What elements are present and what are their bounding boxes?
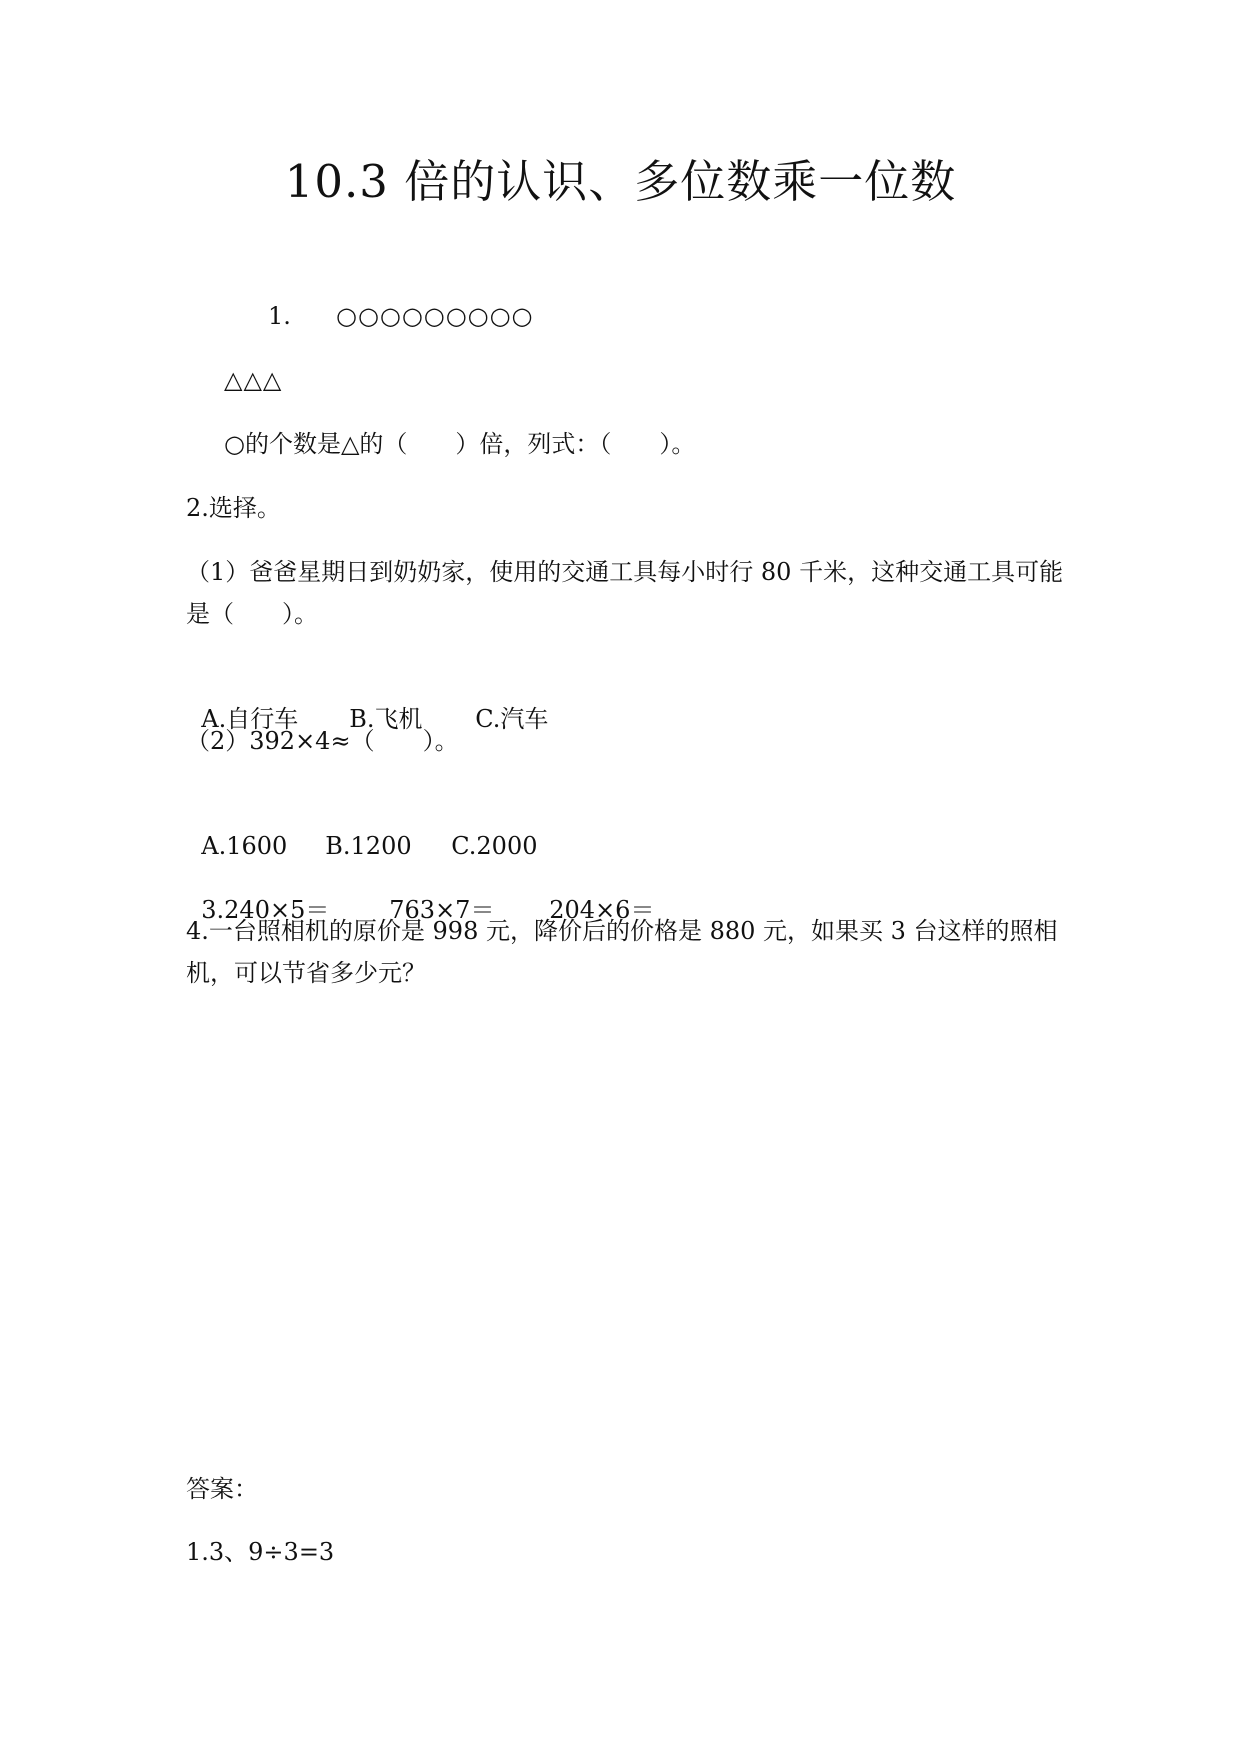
q1-number: 1. xyxy=(268,302,291,330)
answers-heading: 答案： xyxy=(186,1475,258,1503)
q2-sub1-option-c: C.汽车 xyxy=(475,705,549,733)
q2-sub2-option-b: B.1200 xyxy=(325,832,412,860)
q2-sub2-option-c: C.2000 xyxy=(451,832,538,860)
q2-sub2-text: （2）392×4≈（ ）。 xyxy=(186,727,459,755)
q2-sub1-text: （1）爸爸星期日到奶奶家，使用的交通工具每小时行 80 千米，这种交通工具可能是（ ）。 xyxy=(186,558,1064,628)
q1-question: ○的个数是△的（ ）倍，列式：（ ）。 xyxy=(224,430,696,458)
q2-sub1-option-b: B.飞机 xyxy=(349,705,423,733)
q3-item-3: 204×6＝ xyxy=(549,896,655,924)
answer-1: 1.3、9÷3=3 xyxy=(186,1538,335,1566)
q1-circles: ○○○○○○○○○ xyxy=(336,302,534,330)
q3-item-2: 763×7＝ xyxy=(389,896,495,924)
q2-sub1-option-a: A.自行车 xyxy=(201,705,299,733)
q1-triangles: △△△ xyxy=(224,366,283,394)
q2-sub2-option-a: A.1600 xyxy=(201,832,288,860)
q3-item-1: 3.240×5＝ xyxy=(201,896,330,924)
page-title: 10.3 倍的认识、多位数乘一位数 xyxy=(284,155,957,208)
q2-heading: 2.选择。 xyxy=(186,494,281,522)
q4-text: 4.一台照相机的原价是 998 元，降价后的价格是 880 元，如果买 3 台这样的照相机，可以节省多少元？ xyxy=(186,917,1058,987)
